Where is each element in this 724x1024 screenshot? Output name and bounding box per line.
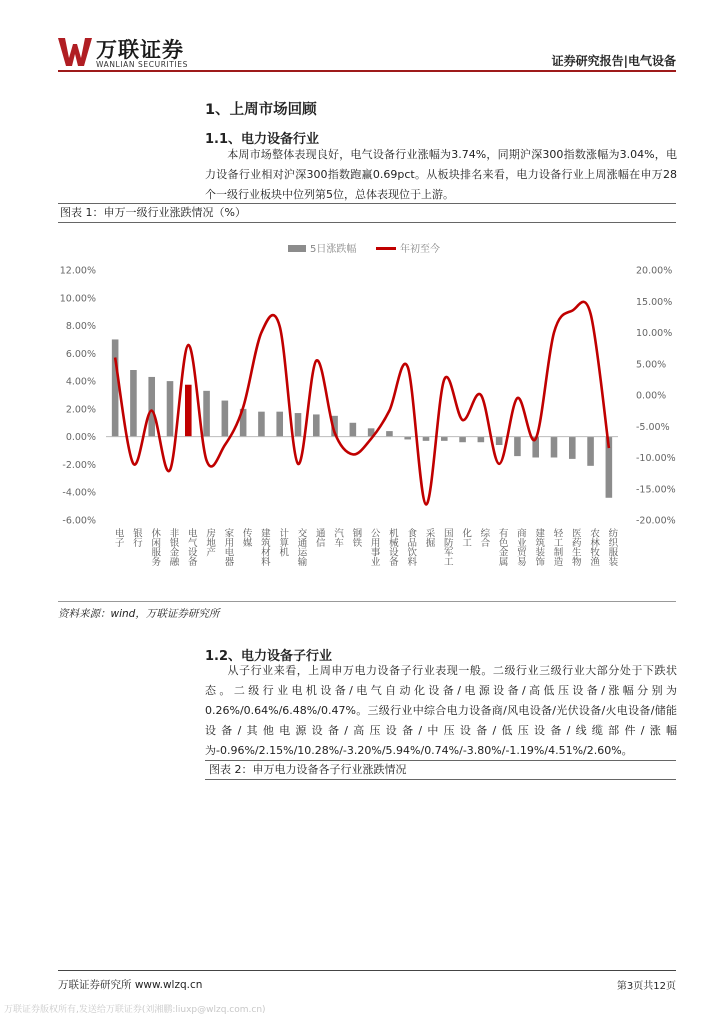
figure-1-title: 图表 1：申万一级行业涨跌情况（%） bbox=[58, 203, 676, 223]
y-right-tick-label: -15.00% bbox=[636, 484, 676, 496]
bar-建筑材料 bbox=[258, 412, 265, 437]
subsection-title-1: 1.1、电力设备行业 bbox=[205, 132, 320, 147]
y-right-tick-label: 10.00% bbox=[636, 328, 673, 339]
x-category-label: 家用电器 bbox=[222, 528, 234, 566]
y-left-tick-label: 2.00% bbox=[65, 404, 96, 416]
x-category-label: 通信 bbox=[313, 528, 325, 547]
bar-化工 bbox=[459, 437, 466, 443]
legend-line-label: 年初至今 bbox=[400, 244, 440, 255]
page-number: 第3页共12页 bbox=[616, 981, 676, 992]
bar-计算机 bbox=[276, 412, 283, 437]
subsection-paragraph-1: 本周市场整体表现良好，电气设备行业涨幅为3.74%，同期沪深300指数涨幅为3.04%，电力设备行业相对沪深300指数跑赢0.69pct。从板块排名来看，电力设备行业上周涨幅在申万28个一级行业板块中位列第5位，总体表现位于上游。 bbox=[205, 148, 677, 201]
y-left-tick-label: 6.00% bbox=[65, 348, 96, 360]
x-category-label: 有色金属 bbox=[496, 528, 508, 566]
bar-医药生物 bbox=[569, 437, 576, 459]
y-right-tick-label: 5.00% bbox=[636, 359, 667, 371]
industry-performance-chart bbox=[58, 236, 678, 598]
bar-房地产 bbox=[203, 391, 210, 437]
legend-bar-swatch bbox=[288, 245, 306, 252]
header-divider bbox=[58, 70, 676, 72]
legend-bar-label: 5日涨跌幅 bbox=[310, 244, 357, 255]
x-category-label: 钢铁 bbox=[350, 528, 362, 547]
y-right-tick-label: 15.00% bbox=[636, 296, 673, 308]
x-category-label: 房地产 bbox=[204, 528, 216, 557]
y-left-tick-label: -6.00% bbox=[62, 515, 96, 527]
y-right-tick-label: 20.00% bbox=[636, 265, 673, 277]
y-right-tick-label: -5.00% bbox=[636, 421, 670, 433]
x-category-label: 计算机 bbox=[277, 528, 289, 557]
x-category-label: 纺织服装 bbox=[606, 528, 618, 566]
logo-english-name: WANLIAN SECURITIES bbox=[96, 60, 189, 69]
logo-chinese-name: 万联证券 bbox=[96, 38, 184, 62]
section-title: 1、上周市场回顾 bbox=[205, 102, 317, 118]
x-category-label: 食品饮料 bbox=[405, 528, 417, 566]
bar-通信 bbox=[313, 414, 320, 436]
x-category-label: 汽车 bbox=[332, 528, 344, 547]
y-left-tick-label: -2.00% bbox=[62, 459, 96, 471]
x-category-label: 建筑材料 bbox=[258, 528, 270, 566]
x-category-label: 采掘 bbox=[423, 528, 435, 547]
bar-交通运输 bbox=[295, 413, 302, 437]
x-category-label: 电子 bbox=[112, 528, 124, 547]
bar-机械设备 bbox=[386, 431, 393, 437]
x-category-label: 化工 bbox=[460, 528, 472, 547]
bar-轻工制造 bbox=[551, 437, 558, 458]
figure-2-title: 图表 2：申万电力设备各子行业涨跌情况 bbox=[205, 760, 676, 780]
x-category-label: 公用事业 bbox=[368, 528, 380, 566]
x-category-label: 非银金融 bbox=[167, 528, 179, 566]
bar-国防军工 bbox=[441, 437, 448, 441]
figure-1-source: 资料来源：wind，万联证券研究所 bbox=[58, 608, 220, 620]
x-category-label: 机械设备 bbox=[386, 528, 398, 566]
y-right-tick-label: -10.00% bbox=[636, 453, 676, 464]
x-category-label: 轻工制造 bbox=[551, 528, 563, 566]
x-category-label: 医药生物 bbox=[569, 528, 581, 566]
x-category-label: 国防军工 bbox=[441, 528, 453, 566]
y-left-tick-label: 4.00% bbox=[65, 376, 96, 388]
bar-银行 bbox=[130, 370, 137, 437]
x-category-label: 电气设备 bbox=[185, 528, 197, 566]
company-logo bbox=[58, 36, 208, 70]
y-right-tick-label: -20.00% bbox=[636, 515, 676, 527]
watermark: 万联证券版权所有,发送给万联证券(刘湘鹏:liuxp@wlzq.com.cn) bbox=[4, 1005, 266, 1015]
bar-休闲服务 bbox=[148, 377, 155, 437]
bar-商业贸易 bbox=[514, 437, 521, 456]
logo-w-icon bbox=[58, 36, 92, 68]
bar-家用电器 bbox=[222, 401, 229, 437]
subsection-title-2: 1.2、电力设备子行业 bbox=[205, 649, 333, 664]
report-type: 证券研究报告|电气设备 bbox=[551, 54, 676, 68]
y-left-tick-label: -4.00% bbox=[62, 487, 96, 499]
bar-综合 bbox=[478, 437, 485, 443]
bar-电气设备 bbox=[185, 385, 192, 437]
footer-divider bbox=[58, 970, 676, 971]
x-category-label: 休闲服务 bbox=[149, 528, 161, 566]
x-category-label: 商业贸易 bbox=[514, 528, 526, 566]
bar-钢铁 bbox=[350, 423, 357, 437]
y-right-tick-label: 0.00% bbox=[636, 390, 667, 402]
source-divider bbox=[58, 601, 676, 602]
bar-有色金属 bbox=[496, 437, 503, 445]
bar-农林牧渔 bbox=[587, 437, 594, 466]
x-category-label: 建筑装饰 bbox=[533, 528, 545, 566]
x-category-label: 交通运输 bbox=[295, 528, 307, 566]
bar-电子 bbox=[112, 339, 119, 436]
bar-采掘 bbox=[423, 437, 430, 441]
y-left-tick-label: 12.00% bbox=[59, 265, 96, 277]
bar-非银金融 bbox=[167, 381, 174, 437]
y-left-tick-label: 10.00% bbox=[59, 293, 96, 305]
x-category-label: 综合 bbox=[478, 528, 490, 547]
y-left-tick-label: 8.00% bbox=[65, 321, 96, 333]
y-left-tick-label: 0.00% bbox=[65, 432, 96, 444]
footer-left-text: 万联证券研究所 www.wlzq.cn bbox=[58, 979, 203, 991]
x-category-label: 传媒 bbox=[240, 528, 252, 547]
x-category-label: 农林牧渔 bbox=[588, 528, 600, 566]
x-category-label: 银行 bbox=[130, 528, 142, 547]
subsection-paragraph-2: 从子行业来看，上周申万电力设备子行业表现一般。二级行业三级行业大部分处于下跌状态。二级行业电机设备/电气自动化设备/电源设备/高低压设备/涨幅分别为0.26%/0.64%/6.48%/0.47%。三级行业中综合电力设备商/风电设备/光伏设备/火电设备/储能设备/其他电源设备/高压设备/中压设备/低压设备/线缆部件/涨幅为-0.96%/2.15%/10.28%/-3.20%/5.94%/0.74%/-3.80%/-1.19%/4.51%/2.60%。 bbox=[205, 664, 677, 757]
